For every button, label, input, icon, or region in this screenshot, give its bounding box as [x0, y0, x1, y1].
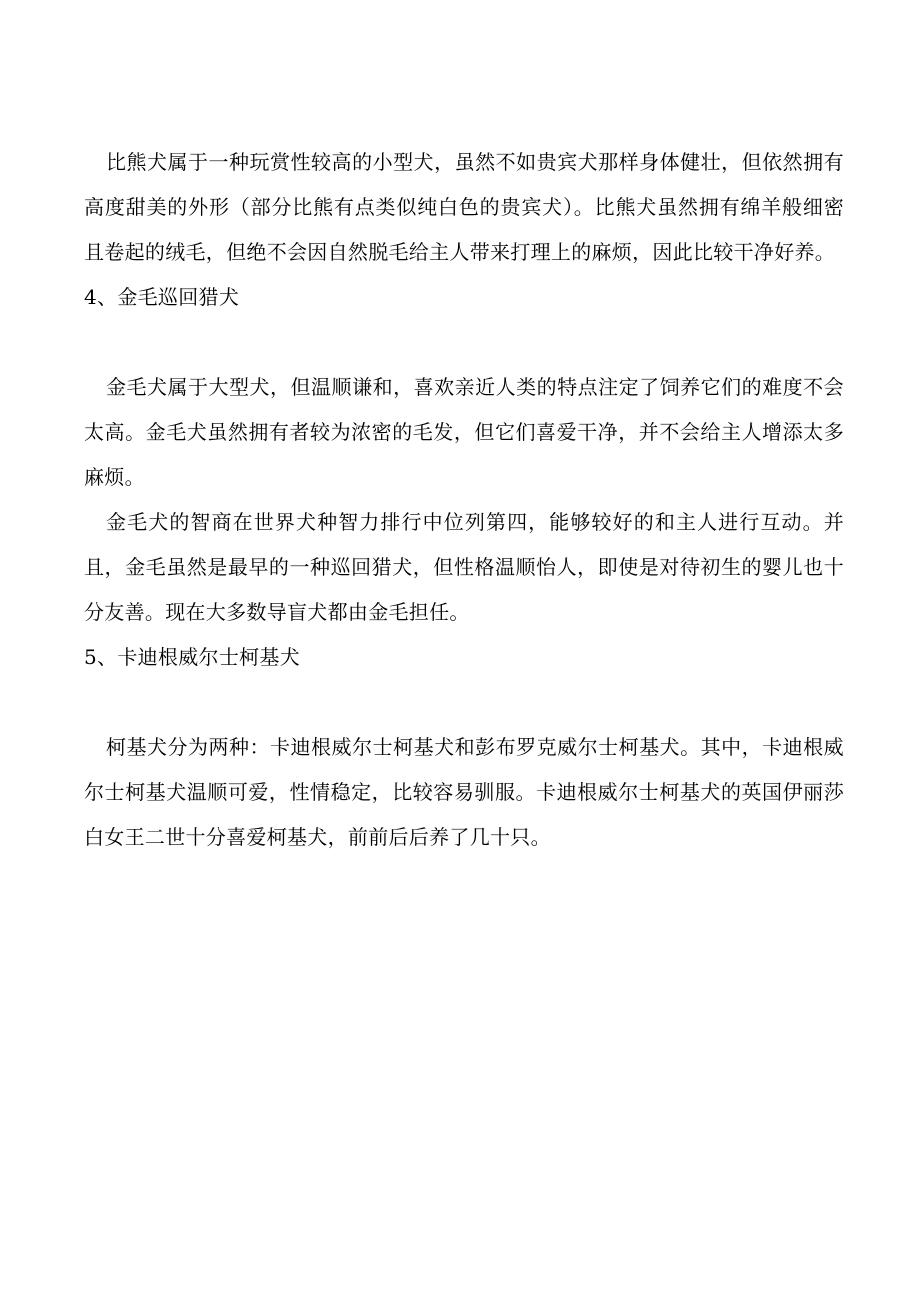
paragraph-corgi: 柯基犬分为两种：卡迪根威尔士柯基犬和彭布罗克威尔士柯基犬。其中，卡迪根威尔士柯基犬温顺可爱，性情稳定，比较容易驯服。卡迪根威尔士柯基犬的英国伊丽莎白女王二世十分喜爱柯基犬，前前后后养了几十只。	[84, 735, 844, 849]
section-heading-golden-retriever: 4、金毛巡回猎犬	[84, 285, 240, 309]
paragraph-bichon: 比熊犬属于一种玩赏性较高的小型犬，虽然不如贵宾犬那样身体健壮，但依然拥有高度甜美的外形（部分比熊有点类似纯白色的贵宾犬）。比熊犬虽然拥有绵羊般细密且卷起的绒毛，但绝不会因自然脱毛给主人带来打理上的麻烦，因此比较干净好养。	[84, 150, 844, 264]
document-body	[84, 140, 844, 860]
spacer	[84, 680, 844, 725]
spacer	[84, 320, 844, 365]
paragraph-golden-retriever-2: 金毛犬的智商在世界犬种智力排行中位列第四，能够较好的和主人进行互动。并且，金毛虽然是最早的一种巡回猎犬，但性格温顺怡人，即使是对待初生的婴儿也十分友善。现在大多数导盲犬都由金毛担任。	[84, 510, 844, 624]
paragraph-golden-retriever-1: 金毛犬属于大型犬，但温顺谦和，喜欢亲近人类的特点注定了饲养它们的难度不会太高。金毛犬虽然拥有者较为浓密的毛发，但它们喜爱干净，并不会给主人增添太多麻烦。	[84, 375, 844, 489]
section-heading-corgi: 5、卡迪根威尔士柯基犬	[84, 645, 301, 669]
